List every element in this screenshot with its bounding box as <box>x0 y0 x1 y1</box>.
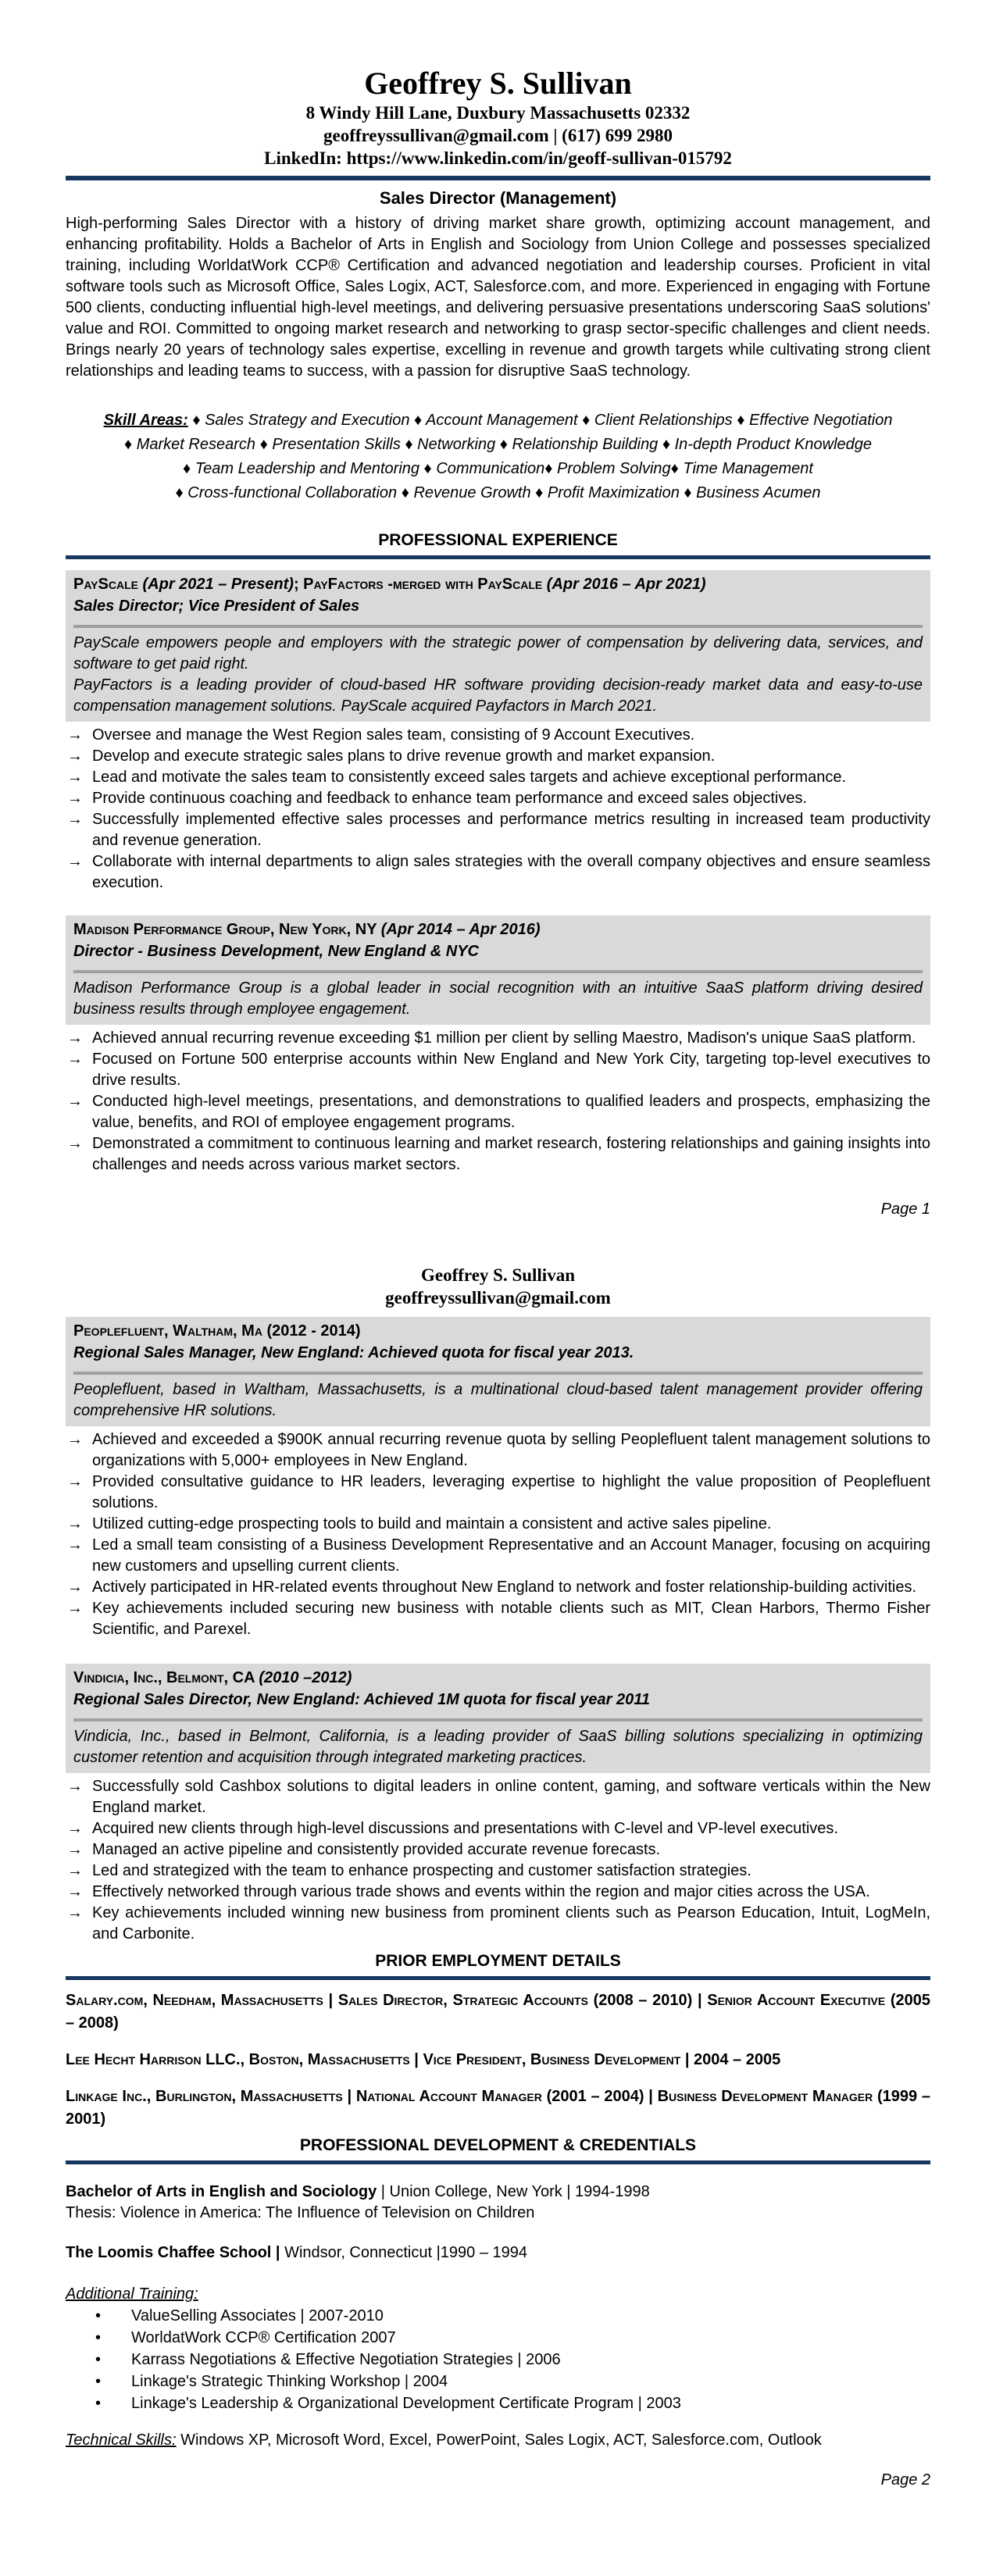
page1-footer: Page 1 <box>880 1201 930 1218</box>
section-heading-credentials: PROFESSIONAL DEVELOPMENT & CREDENTIALS <box>299 2136 697 2154</box>
company-description: PayScale empowers people and employers with the strategic power of compensation by delivering data, services, and software to get paid right. <box>73 634 923 673</box>
dot-bullet-icon: • <box>95 2329 102 2346</box>
linkedin-link[interactable]: LinkedIn: https://www.linkedin.com/in/geoff-sullivan-015792 <box>264 148 732 168</box>
arrow-bullet-icon: → <box>67 1862 83 1879</box>
dot-bullet-icon: • <box>95 2373 102 2390</box>
bullet-item <box>66 809 930 851</box>
company-line: PayScale (Apr 2021 – Present); PayFactors -merged with PayScale (Apr 2016 – Apr 2021) <box>73 576 706 593</box>
section-rule-experience <box>66 555 930 559</box>
bullet-text: Key achievements included winning new business from prominent clients such as Pearson Education, Intuit, LogMeIn, and Carbonite. <box>92 1904 930 1943</box>
spacer <box>73 962 923 970</box>
school-line: The Loomis Chaffee School | Windsor, Connecticut |1990 – 1994 <box>66 2244 528 2261</box>
arrow-bullet-icon: → <box>67 1431 83 1448</box>
bullet-text: Utilized cutting-edge prospecting tools to build and maintain a consistent and active sales pipeline. <box>92 1515 772 1532</box>
job-block-madison <box>66 915 930 1025</box>
bullet-text: Led and strategized with the team to enhance prospecting and customer satisfaction strategies. <box>92 1862 751 1879</box>
skills-label: Skill Areas: <box>103 412 188 429</box>
technical-skills-label: Technical Skills: <box>66 2432 177 2449</box>
job-block-vindicia <box>66 1664 930 1773</box>
arrow-bullet-icon: → <box>67 790 83 807</box>
arrow-bullet-icon: → <box>67 1600 83 1617</box>
section-rule-credentials <box>66 2160 930 2164</box>
arrow-bullet-icon: → <box>67 1515 83 1532</box>
bullet-list-payscale <box>66 725 930 894</box>
section-heading-prior-employment: PRIOR EMPLOYMENT DETAILS <box>375 1952 621 1970</box>
training-item: • WorldatWork CCP® Certification 2007 <box>66 2327 930 2349</box>
dot-bullet-icon: • <box>95 2307 102 2324</box>
candidate-name: Geoffrey S. Sullivan <box>364 66 632 101</box>
bullet-item <box>66 1598 930 1640</box>
summary-paragraph: High-performing Sales Director with a history of driving market share growth, optimizing account management, and enhancing profitability. Holds a Bachelor of Arts in English and Sociology from Union College and possesses specialized training, including WorldatWork CCP® Certification and advanced negotiation and leadership courses. Proficient in vital software tools such as Microsoft Office, Sales Logix, ACT, Salesforce.com, and more. Experienced in engaging with Fortune 500 clients, conducting influential high-level meetings, and delivering persuasive presentations underscoring SaaS solutions' value and ROI. Committed to ongoing market research and networking to grasp sector-specific challenges and client needs. Brings nearly 20 years of technology sales expertise, excelling in revenue and growth targets while cultivating strong client relationships and leading teams to success, with a passion for disruptive SaaS technology. <box>66 215 930 380</box>
arrow-bullet-icon: → <box>67 853 83 870</box>
role-line: Director - Business Development, New England & NYC <box>73 943 479 960</box>
skill-areas-block <box>66 409 930 505</box>
dot-bullet-icon: • <box>95 2351 102 2368</box>
bullet-text: Conducted high-level meetings, presentations, and demonstrations to qualified leaders and prospects, emphasizing the value, benefits, and ROI of employee engagement programs. <box>92 1093 930 1131</box>
bullet-text: Actively participated in HR-related events throughout New England to network and foster relationship-building activities. <box>92 1579 917 1596</box>
training-list <box>66 2305 930 2414</box>
role-line: Sales Director; Vice President of Sales <box>73 598 360 615</box>
page2-footer: Page 2 <box>880 2471 930 2489</box>
bullet-item <box>66 851 930 894</box>
bullet-item <box>66 1514 930 1535</box>
bullet-text: Managed an active pipeline and consistently provided accurate revenue forecasts. <box>92 1841 661 1858</box>
address-line: 8 Windy Hill Lane, Duxbury Massachusetts 02332 <box>305 103 691 123</box>
bullet-text: Achieved annual recurring revenue exceeding $1 million per client by selling Maestro, Madison's unique SaaS platform. <box>92 1029 916 1047</box>
arrow-bullet-icon: → <box>67 1051 83 1068</box>
bullet-text: Successfully sold Cashbox solutions to digital leaders in online content, gaming, and software verticals within the New England market. <box>92 1778 930 1816</box>
bullet-item <box>66 746 930 767</box>
page2-header <box>66 1264 930 1309</box>
bullet-item <box>66 1049 930 1091</box>
skills-line-1: Skill Areas: ♦ Sales Strategy and Execution ♦ Account Management ♦ Client Relationships ♦ Effective Negotiation <box>103 412 893 429</box>
bullet-item <box>66 1133 930 1176</box>
job-block-peoplefluent <box>66 1317 930 1426</box>
company-description: Peoplefluent, based in Waltham, Massachusetts, is a multinational cloud-based talent management provider offering comprehensive HR solutions. <box>73 1381 923 1419</box>
bullet-text: Key achievements included securing new business with notable clients such as MIT, Clean Harbors, Thermo Fisher Scientific, and Parexel. <box>92 1600 930 1638</box>
bullet-item <box>66 1776 930 1818</box>
role-line: Regional Sales Manager, New England: Achieved quota for fiscal year 2013. <box>73 1344 634 1361</box>
arrow-bullet-icon: → <box>67 1904 83 1921</box>
bullet-list-madison <box>66 1028 930 1176</box>
technical-skills-line: Technical Skills: Windows XP, Microsoft Word, Excel, PowerPoint, Sales Logix, ACT, Salesforce.com, Outlook <box>66 2432 822 2449</box>
degree-line: Bachelor of Arts in English and Sociology | Union College, New York | 1994-1998 <box>66 2183 650 2200</box>
block-divider <box>73 1372 923 1375</box>
additional-training-label: Additional Training: <box>66 2285 198 2303</box>
dot-bullet-icon: • <box>95 2395 102 2412</box>
bullet-text: Achieved and exceeded a $900K annual recurring revenue quota by selling Peoplefluent talent management solutions to organizations with 5,000+ employees in New England. <box>92 1431 930 1469</box>
prior-entry-salary: Salary.com, Needham, Massachusetts | Sales Director, Strategic Accounts (2008 – 2010) | Senior Account Executive (2005 – 2008) <box>66 1992 930 2032</box>
email-line: geoffreyssullivan@gmail.com <box>385 1288 611 1308</box>
bullet-item <box>66 1028 930 1049</box>
arrow-bullet-icon: → <box>67 1536 83 1554</box>
arrow-bullet-icon: → <box>67 1579 83 1596</box>
company-description: Vindicia, Inc., based in Belmont, California, is a leading provider of SaaS billing solutions specializing in optimizing customer retention and acquisition through integrated marketing practices. <box>73 1728 923 1766</box>
bullet-text: Lead and motivate the sales team to consistently exceed sales targets and achieve exceptional performance. <box>92 769 847 786</box>
bullet-item <box>66 788 930 809</box>
block-divider <box>73 970 923 973</box>
arrow-bullet-icon: → <box>67 811 83 828</box>
arrow-bullet-icon: → <box>67 747 83 765</box>
bullet-item <box>66 1882 930 1903</box>
bullet-list-vindicia <box>66 1776 930 1945</box>
company-description: PayFactors is a leading provider of cloud-based HR software providing decision-ready market data and easy-to-use compensation management solutions. PayScale acquired Payfactors in March 2021. <box>73 676 923 715</box>
bullet-item <box>66 1861 930 1882</box>
skills-line-3: ♦ Team Leadership and Mentoring ♦ Communication♦ Problem Solving♦ Time Management <box>183 460 813 477</box>
arrow-bullet-icon: → <box>67 1029 83 1047</box>
contact-line: geoffreyssullivan@gmail.com | (617) 699 2980 <box>323 126 673 145</box>
bullet-text: Led a small team consisting of a Business Development Representative and an Account Manager, focusing on acquiring new customers and upselling current clients. <box>92 1536 930 1575</box>
skills-line-2: ♦ Market Research ♦ Presentation Skills ♦ Networking ♦ Relationship Building ♦ In-depth Product Knowledge <box>123 436 873 453</box>
company-line: Vindicia, Inc., Belmont, CA (2010 –2012) <box>73 1669 352 1686</box>
bullet-text: Develop and execute strategic sales plans to drive revenue growth and market expansion. <box>92 747 716 765</box>
arrow-bullet-icon: → <box>67 1135 83 1152</box>
bullet-item <box>66 1818 930 1839</box>
bullet-text: Demonstrated a commitment to continuous learning and market research, fostering relationships and gaining insights into challenges and needs across various market sectors. <box>92 1135 930 1173</box>
bullet-item <box>66 1429 930 1472</box>
bullet-text: Oversee and manage the West Region sales team, consisting of 9 Account Executives. <box>92 726 695 744</box>
prior-entry-lee-hecht: Lee Hecht Harrison LLC., Boston, Massachusetts | Vice President, Business Development | 2004 – 2005 <box>66 2051 781 2068</box>
thesis-line: Thesis: Violence in America: The Influence of Television on Children <box>66 2204 535 2221</box>
company-description: Madison Performance Group is a global leader in social recognition with an intuitive SaaS platform driving desired business results through employee engagement. <box>73 979 923 1018</box>
spacer <box>73 617 923 625</box>
training-item: • Linkage's Strategic Thinking Workshop | 2004 <box>66 2371 930 2392</box>
bullet-item <box>66 1839 930 1861</box>
bullet-text: Acquired new clients through high-level discussions and presentations with C-level and VP-level executives. <box>92 1820 838 1837</box>
candidate-name: Geoffrey S. Sullivan <box>420 1265 575 1285</box>
company-line: Madison Performance Group, New York, NY (Apr 2014 – Apr 2016) <box>73 921 541 938</box>
bullet-item <box>66 1903 930 1945</box>
arrow-bullet-icon: → <box>67 1093 83 1110</box>
arrow-bullet-icon: → <box>67 726 83 744</box>
arrow-bullet-icon: → <box>67 769 83 786</box>
page1-header <box>66 66 930 169</box>
bullet-text: Provided consultative guidance to HR leaders, leveraging expertise to highlight the value proposition of Peoplefluent solutions. <box>92 1473 930 1511</box>
arrow-bullet-icon: → <box>67 1778 83 1795</box>
resume-title: Sales Director (Management) <box>379 188 617 208</box>
training-item: • Karrass Negotiations & Effective Negotiation Strategies | 2006 <box>66 2349 930 2371</box>
header-rule <box>66 176 930 180</box>
bullet-text: Collaborate with internal departments to align sales strategies with the overall company objectives and ensure seamless execution. <box>92 853 930 891</box>
role-line: Regional Sales Director, New England: Achieved 1M quota for fiscal year 2011 <box>73 1691 651 1708</box>
bullet-text: Focused on Fortune 500 enterprise accounts within New England and New York City, targeting top-level executives to drive results. <box>92 1051 930 1089</box>
spacer <box>73 1364 923 1372</box>
bullet-item <box>66 1472 930 1514</box>
prior-entry-linkage: Linkage Inc., Burlington, Massachusetts | National Account Manager (2001 – 2004) | Business Development Manager (1999 – 2001) <box>66 2088 930 2128</box>
section-rule-prior <box>66 1976 930 1980</box>
skills-line-4: ♦ Cross-functional Collaboration ♦ Revenue Growth ♦ Profit Maximization ♦ Business Acumen <box>175 484 821 501</box>
company-line: Peoplefluent, Waltham, Ma (2012 - 2014) <box>73 1322 361 1340</box>
section-heading-experience: PROFESSIONAL EXPERIENCE <box>378 531 618 549</box>
job-block-payscale <box>66 570 930 722</box>
training-item: • ValueSelling Associates | 2007-2010 <box>66 2305 930 2327</box>
arrow-bullet-icon: → <box>67 1883 83 1900</box>
bullet-item <box>66 1535 930 1577</box>
block-divider <box>73 1718 923 1721</box>
bullet-text: Effectively networked through various trade shows and events within the region and major cities across the USA. <box>92 1883 870 1900</box>
bullet-item <box>66 725 930 746</box>
block-divider <box>73 625 923 628</box>
bullet-list-peoplefluent <box>66 1429 930 1640</box>
bullet-item <box>66 1091 930 1133</box>
bullet-text: Provide continuous coaching and feedback to enhance team performance and exceed sales objectives. <box>92 790 808 807</box>
bullet-text: Successfully implemented effective sales processes and performance metrics resulting in increased team productivity and revenue generation. <box>92 811 930 849</box>
arrow-bullet-icon: → <box>67 1841 83 1858</box>
arrow-bullet-icon: → <box>67 1820 83 1837</box>
arrow-bullet-icon: → <box>67 1473 83 1490</box>
bullet-item <box>66 767 930 788</box>
bullet-item <box>66 1577 930 1598</box>
training-item: • Linkage's Leadership & Organizational Development Certificate Program | 2003 <box>66 2392 930 2414</box>
spacer <box>73 1711 923 1718</box>
